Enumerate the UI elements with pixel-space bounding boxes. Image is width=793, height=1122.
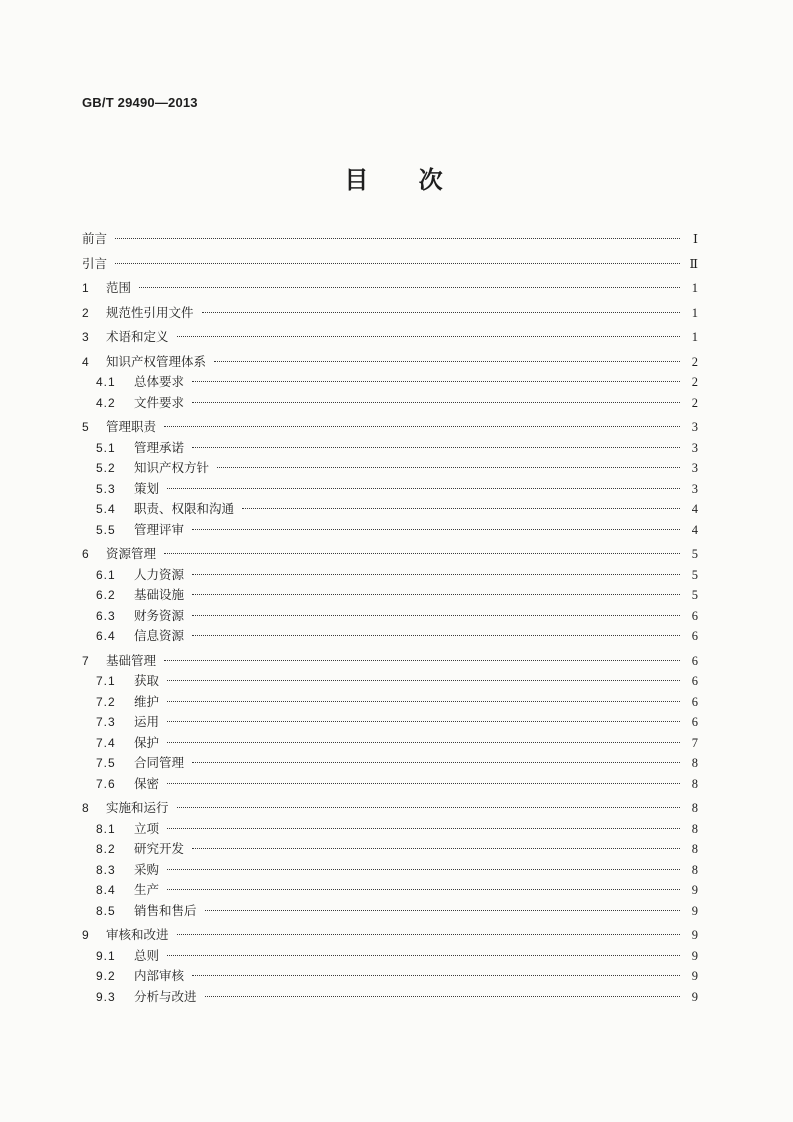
- toc-entry[interactable]: [82, 327, 698, 347]
- toc-entry[interactable]: [82, 966, 698, 986]
- toc-entry-number: 7.5: [96, 756, 116, 770]
- toc-entry-title: 立项: [134, 820, 160, 836]
- toc-entry-page: 9: [691, 883, 698, 897]
- dot-leader: [192, 447, 680, 448]
- toc-entry-number: 3: [82, 330, 89, 344]
- toc-entry-title: 采购: [134, 861, 160, 877]
- dot-leader: [167, 488, 680, 489]
- dot-leader: [167, 955, 680, 956]
- toc-entry-page: 1: [691, 305, 698, 320]
- toc-entry[interactable]: [82, 946, 698, 966]
- dot-leader: [217, 467, 680, 468]
- toc-entry[interactable]: [82, 626, 698, 646]
- toc-entry[interactable]: [82, 774, 698, 794]
- toc-entry-page: 8: [691, 756, 698, 770]
- toc-entry-title: 研究开发: [134, 841, 185, 856]
- toc-entry[interactable]: [82, 925, 698, 945]
- toc-entry-number: 6: [82, 547, 89, 561]
- toc-entry-title: 合同管理: [134, 755, 185, 770]
- toc-entry[interactable]: [82, 753, 698, 773]
- toc-entry-page: 9: [691, 928, 698, 942]
- toc-entry-title: 文件要求: [134, 394, 185, 410]
- toc-entry[interactable]: [82, 671, 698, 691]
- toc-entry[interactable]: [82, 499, 698, 519]
- toc-entry-number: 5.2: [96, 461, 116, 475]
- toc-entry-page: 5: [691, 567, 698, 582]
- toc-entry-page: 4: [691, 522, 698, 537]
- toc-entry-number: 6.4: [96, 629, 116, 643]
- toc-entry[interactable]: [82, 692, 698, 712]
- toc-entry-title: 销售和售后: [134, 902, 197, 918]
- toc-entry-page: 1: [691, 281, 698, 295]
- dot-leader: [192, 529, 680, 530]
- toc-entry[interactable]: [82, 303, 698, 323]
- toc-entry-number: 7.4: [96, 735, 116, 750]
- toc-entry-page: 4: [691, 502, 698, 516]
- toc-entry-title: 实施和运行: [106, 800, 169, 815]
- toc-entry-title: 保护: [134, 734, 160, 750]
- toc-entry-page: 6: [691, 653, 698, 668]
- toc-entry-page: Ⅱ: [689, 256, 698, 271]
- toc-entry-number: 7: [82, 653, 89, 668]
- toc-entry[interactable]: [82, 438, 698, 458]
- dot-leader: [164, 553, 680, 554]
- dot-leader: [177, 807, 680, 808]
- toc-entry-page: 8: [691, 821, 698, 836]
- toc-entry-title: 知识产权管理体系: [106, 353, 207, 369]
- dot-leader: [192, 762, 680, 763]
- toc-entry-number: 6.1: [96, 567, 116, 582]
- toc-entry[interactable]: [82, 712, 698, 732]
- dot-leader: [167, 680, 680, 681]
- toc-entry-number: 6.3: [96, 608, 116, 623]
- toc-entry[interactable]: [82, 479, 698, 499]
- toc-entry[interactable]: [82, 520, 698, 540]
- dot-leader: [164, 426, 680, 427]
- dot-leader: [192, 574, 680, 575]
- dot-leader: [167, 828, 680, 829]
- toc-entry-title: 策划: [134, 480, 160, 496]
- toc-entry-title: 信息资源: [134, 628, 185, 643]
- toc-entry-title: 维护: [134, 693, 160, 709]
- toc-entry-title: 规范性引用文件: [106, 304, 194, 320]
- dot-leader: [167, 869, 680, 870]
- toc-entry-page: 6: [691, 694, 698, 709]
- toc-entry-page: 6: [691, 608, 698, 623]
- toc-entry[interactable]: [82, 458, 698, 478]
- dot-leader: [214, 361, 680, 362]
- toc-entry-title: 范围: [106, 280, 132, 295]
- toc-entry-title: 总体要求: [134, 374, 185, 389]
- toc-entry-title: 内部审核: [134, 968, 185, 983]
- toc-entry-page: 8: [691, 801, 698, 815]
- toc-entry-page: 5: [691, 547, 698, 561]
- toc-entry-number: 5.5: [96, 522, 116, 537]
- toc-entry-page: 2: [691, 354, 698, 369]
- toc-entry[interactable]: [82, 901, 698, 921]
- dot-leader: [115, 238, 680, 239]
- toc-entry-title: 运用: [134, 714, 160, 729]
- toc-entry[interactable]: [82, 819, 698, 839]
- toc-entry-title: 基础设施: [134, 587, 185, 602]
- toc-entry-title: 职责、权限和沟通: [134, 501, 235, 516]
- toc-entry-number: 7.1: [96, 674, 116, 688]
- toc-entry-page: 8: [691, 776, 698, 791]
- toc-entry-title: 生产: [134, 882, 160, 897]
- toc-entry-title: 前言: [82, 231, 108, 246]
- toc-entry-number: 5.1: [96, 440, 116, 455]
- toc-entry-number: 8.1: [96, 821, 116, 836]
- dot-leader: [192, 594, 680, 595]
- toc-entry-number: 7.6: [96, 776, 116, 791]
- dot-leader: [115, 263, 680, 264]
- dot-leader: [242, 508, 680, 509]
- toc-entry[interactable]: [82, 651, 698, 671]
- dot-leader: [192, 381, 680, 382]
- dot-leader: [177, 934, 680, 935]
- toc-entry[interactable]: [82, 987, 698, 1007]
- toc-entry[interactable]: [82, 278, 698, 298]
- toc-entry-number: 5.4: [96, 502, 116, 516]
- toc-entry-number: 9.2: [96, 969, 116, 983]
- dot-leader: [192, 615, 680, 616]
- toc-entry-title: 资源管理: [106, 546, 157, 561]
- toc-entry-page: Ⅰ: [693, 232, 698, 246]
- toc-entry-number: 6.2: [96, 588, 116, 602]
- toc-entry-number: 8.5: [96, 903, 116, 918]
- dot-leader: [139, 287, 680, 288]
- dot-leader: [167, 742, 680, 743]
- toc-entry-title: 人力资源: [134, 566, 185, 582]
- dot-leader: [192, 635, 680, 636]
- toc-entry[interactable]: [82, 733, 698, 753]
- toc-entry[interactable]: [82, 798, 698, 818]
- page-title: 目 次: [344, 166, 449, 194]
- toc-entry[interactable]: [82, 606, 698, 626]
- toc-entry-number: 5: [82, 420, 89, 434]
- toc-entry-title: 基础管理: [106, 652, 157, 668]
- toc-entry-page: 8: [691, 862, 698, 877]
- dot-leader: [192, 402, 680, 403]
- toc-entry-number: 2: [82, 305, 89, 320]
- toc-entry[interactable]: [82, 417, 698, 437]
- dot-leader: [202, 312, 680, 313]
- toc-entry-page: 7: [691, 735, 698, 750]
- toc-entry-title: 总则: [134, 947, 160, 963]
- toc-entry[interactable]: [82, 372, 698, 392]
- toc-entry-number: 7.2: [96, 694, 116, 709]
- toc-entry-title: 获取: [134, 673, 160, 688]
- toc-entry-title: 管理承诺: [134, 439, 185, 455]
- dot-leader: [205, 996, 680, 997]
- toc-entry-title: 财务资源: [134, 607, 185, 623]
- toc-entry-page: 3: [691, 461, 698, 475]
- toc-entry-title: 管理职责: [106, 419, 157, 434]
- toc-entry[interactable]: [82, 565, 698, 585]
- toc-entry-number: 1: [82, 281, 89, 295]
- toc-entry-number: 8.2: [96, 842, 116, 856]
- toc-entry-page: 9: [691, 903, 698, 918]
- dot-leader: [167, 721, 680, 722]
- toc-entry-page: 5: [691, 588, 698, 602]
- toc-entry-page: 6: [691, 674, 698, 688]
- toc-entry-page: 3: [691, 440, 698, 455]
- toc-entry-page: 6: [691, 715, 698, 729]
- toc-entry-title: 管理评审: [134, 521, 185, 537]
- toc-entry-number: 4.1: [96, 375, 116, 389]
- toc-entry[interactable]: [82, 880, 698, 900]
- toc-entry-title: 引言: [82, 255, 108, 271]
- toc-entry[interactable]: [82, 352, 698, 372]
- toc-entry-page: 9: [691, 969, 698, 983]
- dot-leader: [205, 910, 680, 911]
- toc-entry-page: 9: [691, 948, 698, 963]
- toc-entry-page: 6: [691, 629, 698, 643]
- toc-entry[interactable]: [82, 254, 698, 274]
- dot-leader: [192, 848, 680, 849]
- toc-entry-number: 9.1: [96, 948, 116, 963]
- toc-entry[interactable]: [82, 585, 698, 605]
- toc-entry-number: 9.3: [96, 989, 116, 1004]
- toc-entry-number: 7.3: [96, 715, 116, 729]
- toc-entry[interactable]: [82, 860, 698, 880]
- toc-entry-number: 5.3: [96, 481, 116, 496]
- toc-entry[interactable]: [82, 839, 698, 859]
- toc-entry[interactable]: [82, 393, 698, 413]
- toc-entry-page: 1: [691, 330, 698, 344]
- dot-leader: [167, 889, 680, 890]
- dot-leader: [164, 660, 680, 661]
- toc-entry-page: 2: [691, 375, 698, 389]
- toc-entry-number: 8.4: [96, 883, 116, 897]
- toc-entry-title: 审核和改进: [106, 927, 169, 942]
- toc-entry[interactable]: [82, 229, 698, 249]
- toc-entry-title: 保密: [134, 775, 160, 791]
- dot-leader: [192, 975, 680, 976]
- toc-entry-number: 8.3: [96, 862, 116, 877]
- toc-entry-title: 术语和定义: [106, 329, 169, 344]
- toc-entry-page: 3: [691, 481, 698, 496]
- toc-entry-page: 8: [691, 842, 698, 856]
- dot-leader: [177, 336, 680, 337]
- toc-entry-page: 2: [691, 395, 698, 410]
- dot-leader: [167, 701, 680, 702]
- toc-entry-number: 9: [82, 928, 89, 942]
- standard-code: GB/T 29490—2013: [82, 95, 198, 110]
- toc-entry-number: 4.2: [96, 395, 116, 410]
- toc-entry-title: 知识产权方针: [134, 460, 210, 475]
- toc-entry[interactable]: [82, 544, 698, 564]
- toc-entry-title: 分析与改进: [134, 988, 197, 1004]
- toc-entry-page: 3: [691, 420, 698, 434]
- toc-entry-page: 9: [691, 989, 698, 1004]
- toc-entry-number: 4: [82, 354, 89, 369]
- dot-leader: [167, 783, 680, 784]
- toc-entry-number: 8: [82, 801, 89, 815]
